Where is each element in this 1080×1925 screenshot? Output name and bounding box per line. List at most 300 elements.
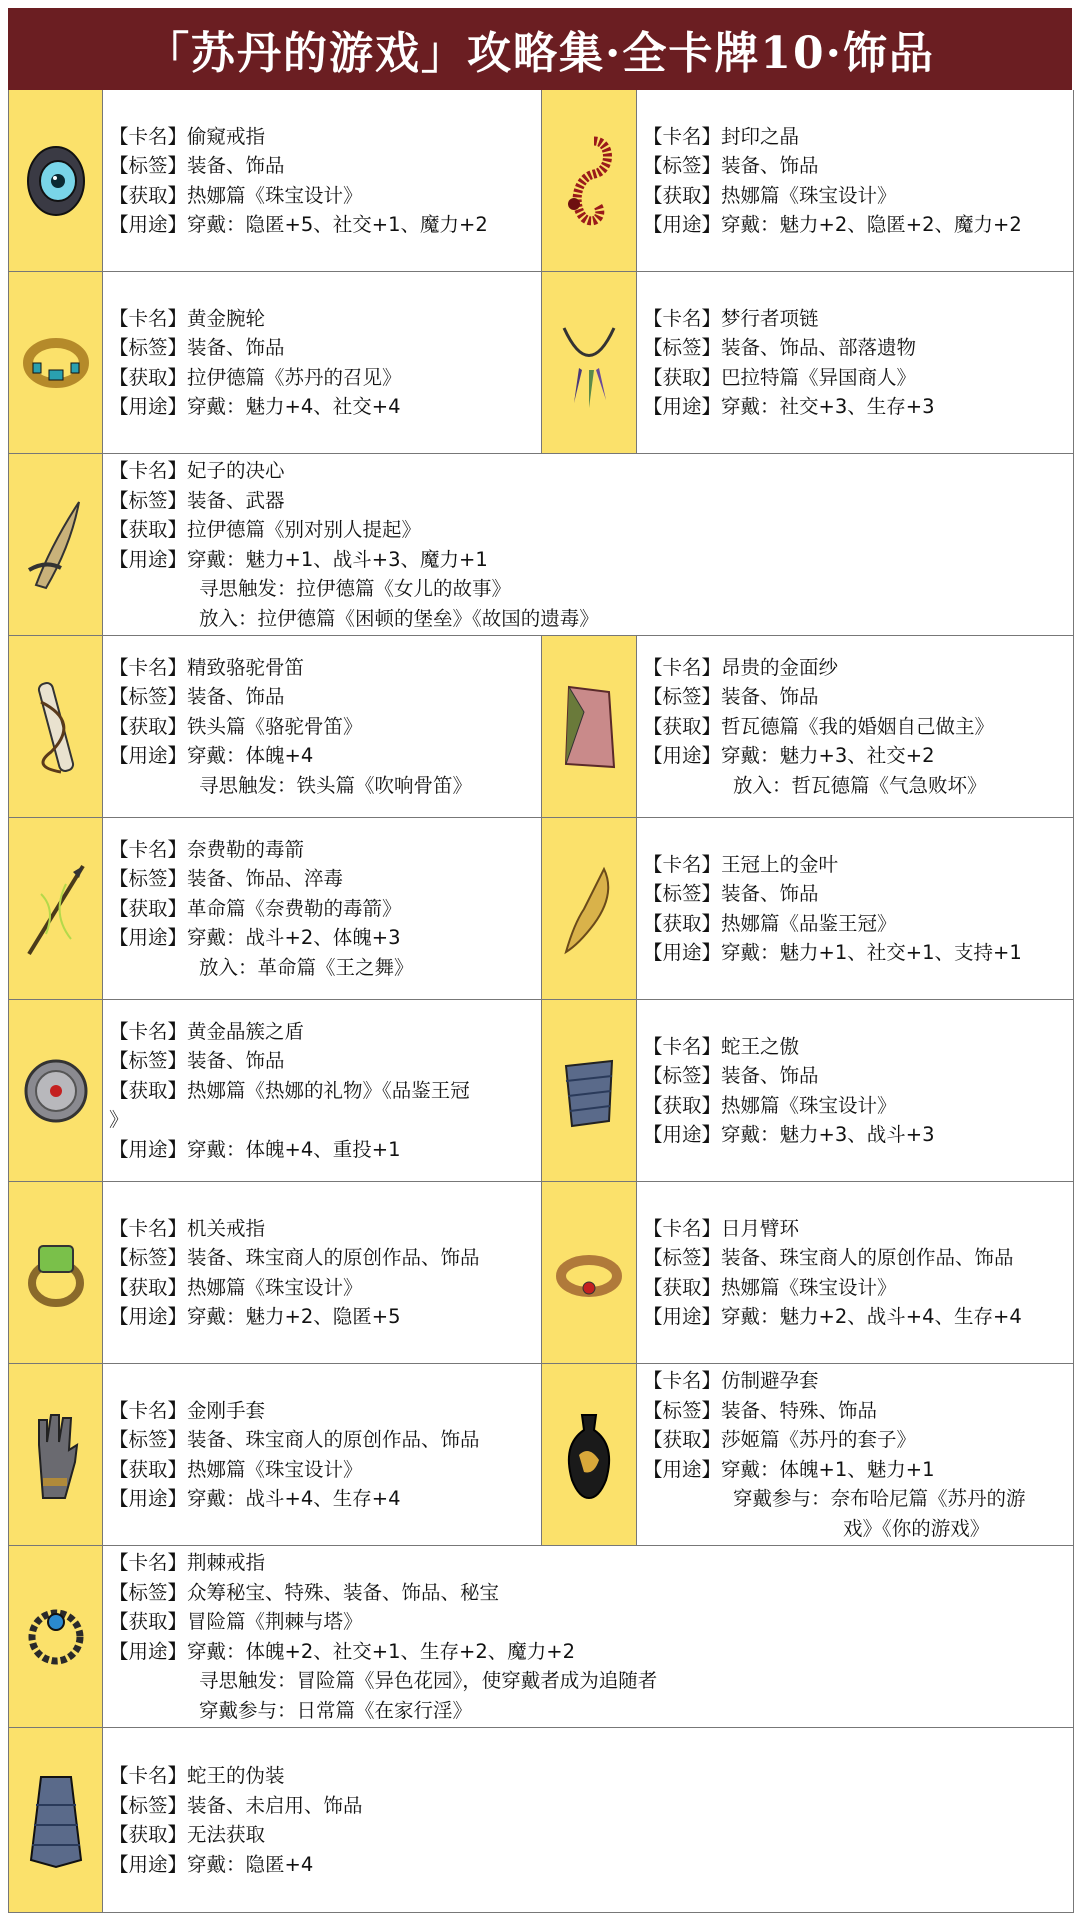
card-tags-line <box>643 1061 1073 1091</box>
green-gem-ring-icon <box>21 1218 91 1328</box>
card-name: 梦行者项链 <box>721 306 819 330</box>
icon-cell <box>9 272 103 453</box>
card-tags-line <box>109 1578 1073 1608</box>
label-name: 【卡名】 <box>109 837 188 861</box>
card-tags-line <box>643 682 1073 712</box>
card-use: 穿戴：魅力+1、社交+1、支持+1 <box>721 941 1022 964</box>
card-name: 王冠上的金叶 <box>721 852 839 876</box>
card-use-line <box>643 938 1073 968</box>
card-tags: 装备、饰品 <box>187 1049 285 1073</box>
card-name-line <box>109 1017 541 1047</box>
card-use-line <box>109 1850 1073 1880</box>
card-cell <box>9 272 541 453</box>
thorn-ring-icon <box>21 1582 91 1692</box>
card-info <box>103 272 541 453</box>
label-tags: 【标签】 <box>109 867 188 891</box>
label-obtain: 【获取】 <box>109 896 188 920</box>
label-name: 【卡名】 <box>109 655 188 679</box>
label-obtain: 【获取】 <box>109 365 188 389</box>
card-name-line <box>109 653 541 683</box>
label-tags: 【标签】 <box>109 1049 188 1073</box>
card-obtain: 革命篇《奈费勒的毒箭》 <box>187 896 402 920</box>
label-use: 【用途】 <box>643 941 722 964</box>
label-use: 【用途】 <box>109 547 188 571</box>
label-tags: 【标签】 <box>643 1064 722 1087</box>
card-tags: 装备、未启用、饰品 <box>187 1793 363 1817</box>
red-bead-loop-icon <box>554 126 624 236</box>
label-name: 【卡名】 <box>643 852 722 876</box>
card-name-line <box>109 1548 1073 1578</box>
card-tags-line <box>109 1791 1073 1821</box>
table-row <box>9 636 1073 818</box>
label-tags: 【标签】 <box>109 154 188 177</box>
label-use: 【用途】 <box>643 395 722 418</box>
veil-icon <box>554 672 624 782</box>
card-obtain: 热娜篇《珠宝设计》 <box>721 1093 897 1117</box>
label-use: 【用途】 <box>109 395 188 418</box>
card-name: 仿制避孕套 <box>721 1369 819 1392</box>
label-tags: 【标签】 <box>109 1580 188 1604</box>
card-cell <box>541 1182 1073 1363</box>
card-info <box>103 1728 1073 1912</box>
card-obtain-line <box>109 712 541 742</box>
card-info <box>637 636 1073 817</box>
card-cell <box>9 1364 541 1545</box>
gold-bracelet-icon <box>21 308 91 418</box>
table-row <box>9 1364 1073 1546</box>
label-obtain: 【获取】 <box>109 1078 188 1102</box>
card-use: 穿戴：体魄+4、重投+1 <box>187 1137 401 1161</box>
card-tags: 装备、饰品 <box>187 685 285 709</box>
card-tags-line <box>643 879 1073 909</box>
card-obtain-line <box>643 712 1073 742</box>
card-tags: 装备、武器 <box>187 488 285 512</box>
card-obtain: 热娜篇《热娜的礼物》《品鉴王冠 <box>187 1078 470 1102</box>
card-name-line <box>643 850 1073 880</box>
label-obtain: 【获取】 <box>643 365 722 389</box>
card-cell <box>541 90 1073 271</box>
label-use: 【用途】 <box>109 1852 188 1876</box>
card-obtain-line <box>109 1273 541 1303</box>
table-row <box>9 1546 1073 1728</box>
card-cell <box>9 818 541 999</box>
card-obtain: 冒险篇《荆棘与塔》 <box>187 1610 363 1633</box>
card-name-line <box>109 456 1073 486</box>
label-tags: 【标签】 <box>109 488 188 512</box>
card-extra: 穿戴参与：日常篇《在家行淫》 <box>199 1698 473 1722</box>
round-shield-icon <box>21 1036 91 1146</box>
dagger-icon <box>21 490 91 600</box>
card-info <box>637 1364 1073 1545</box>
card-extra: 寻思触发：冒险篇《异色花园》，使穿戴者成为追随者 <box>199 1669 658 1692</box>
label-tags: 【标签】 <box>109 1793 188 1817</box>
card-cell <box>9 1000 541 1181</box>
card-name: 奈费勒的毒箭 <box>187 837 305 861</box>
card-name: 黄金腕轮 <box>187 306 266 330</box>
card-extra: 放入：拉伊德篇《困顿的堡垒》《故国的遗毒》 <box>199 606 599 630</box>
label-name: 【卡名】 <box>643 306 722 330</box>
label-name: 【卡名】 <box>109 1551 188 1574</box>
card-use-line <box>643 392 1073 422</box>
gauntlet-icon <box>21 1400 91 1510</box>
card-name-line <box>109 1214 541 1244</box>
card-tags-line <box>109 151 541 181</box>
card-use: 穿戴：体魄+2、社交+1、生存+2、魔力+2 <box>187 1639 575 1663</box>
card-use-line <box>109 1302 541 1332</box>
card-name-line <box>109 122 541 152</box>
card-obtain: 热娜篇《珠宝设计》 <box>721 183 897 207</box>
card-name-line <box>109 1396 541 1426</box>
card-name-line <box>643 1214 1073 1244</box>
card-extra: 寻思触发：铁头篇《吹响骨笛》 <box>199 773 473 797</box>
card-obtain-line <box>643 909 1073 939</box>
card-tags-line <box>109 1243 541 1273</box>
card-info <box>103 454 1073 635</box>
label-obtain: 【获取】 <box>109 1823 188 1846</box>
label-obtain: 【获取】 <box>643 1093 722 1117</box>
card-cell <box>9 90 541 271</box>
card-obtain-line <box>109 1607 1073 1637</box>
card-obtain-line <box>109 363 541 393</box>
card-use: 穿戴：战斗+4、生存+4 <box>187 1487 401 1510</box>
card-use-line <box>643 741 1073 771</box>
label-obtain: 【获取】 <box>643 1428 722 1451</box>
label-tags: 【标签】 <box>643 1246 722 1269</box>
card-extra: 穿戴参与：奈布哈尼篇《苏丹的游 <box>733 1487 1026 1510</box>
card-tags: 众筹秘宝、特殊、装备、饰品、秘宝 <box>187 1580 500 1604</box>
label-obtain: 【获取】 <box>109 1275 188 1299</box>
card-obtain-line <box>643 1273 1073 1303</box>
icon-cell <box>9 90 103 271</box>
icon-cell <box>541 1364 637 1545</box>
card-tags: 装备、饰品 <box>187 154 285 177</box>
card-obtain-line <box>109 515 1073 545</box>
card-info <box>637 90 1073 271</box>
card-extra-line <box>109 1696 1073 1726</box>
card-extra-line <box>643 1514 1073 1544</box>
card-info <box>637 272 1073 453</box>
card-tags: 装备、饰品 <box>721 1064 819 1087</box>
card-use: 穿戴：战斗+2、体魄+3 <box>187 926 401 950</box>
card-info <box>103 1546 1073 1727</box>
label-tags: 【标签】 <box>109 1246 188 1269</box>
card-name: 荆棘戒指 <box>187 1551 266 1574</box>
label-obtain: 【获取】 <box>109 183 188 207</box>
card-use: 穿戴：魅力+1、战斗+3、魔力+1 <box>187 547 488 571</box>
card-obtain: 巴拉特篇《异国商人》 <box>721 365 917 389</box>
icon-cell <box>541 1000 637 1181</box>
label-use: 【用途】 <box>109 744 188 768</box>
card-obtain: 莎姬篇《苏丹的套子》 <box>721 1428 917 1451</box>
card-cell <box>9 1728 1073 1912</box>
icon-cell <box>541 1182 637 1363</box>
card-tags: 装备、珠宝商人的原创作品、饰品 <box>187 1246 480 1269</box>
card-use-line <box>109 545 1073 575</box>
card-info <box>103 1000 541 1181</box>
label-tags: 【标签】 <box>109 1428 188 1451</box>
card-name-line <box>643 304 1073 334</box>
label-obtain: 【获取】 <box>643 1275 722 1299</box>
table-row <box>9 272 1073 454</box>
card-tags: 装备、珠宝商人的原创作品、饰品 <box>187 1428 480 1451</box>
card-cell <box>9 636 541 817</box>
card-obtain-line <box>643 181 1073 211</box>
card-extra: 寻思触发：拉伊德篇《女儿的故事》 <box>199 577 512 600</box>
card-tags-line <box>109 486 1073 516</box>
label-name: 【卡名】 <box>109 306 188 330</box>
card-obtain-cont-line <box>109 1105 541 1135</box>
card-obtain: 拉伊德篇《别对别人提起》 <box>187 518 422 541</box>
icon-cell <box>541 636 637 817</box>
label-use: 【用途】 <box>109 1305 188 1328</box>
label-tags: 【标签】 <box>643 882 722 905</box>
vase-icon <box>554 1400 624 1510</box>
card-use-line <box>109 1135 541 1165</box>
card-tags: 装备、饰品、淬毒 <box>187 867 344 891</box>
card-use-line <box>109 1484 541 1514</box>
card-info <box>103 818 541 999</box>
scale-cloak-icon <box>21 1765 91 1875</box>
card-use-line <box>109 923 541 953</box>
card-extra-line <box>109 1666 1073 1696</box>
card-use-line <box>109 741 541 771</box>
icon-cell <box>9 1000 103 1181</box>
card-tags-line <box>109 682 541 712</box>
card-obtain-line <box>109 1455 541 1485</box>
card-cell <box>541 1364 1073 1545</box>
table-row <box>9 1182 1073 1364</box>
card-tags-line <box>643 1396 1073 1426</box>
icon-cell <box>9 1182 103 1363</box>
feather-necklace-icon <box>554 308 624 418</box>
label-use: 【用途】 <box>109 1487 188 1510</box>
label-tags: 【标签】 <box>109 336 188 359</box>
icon-cell <box>9 1364 103 1545</box>
label-use: 【用途】 <box>109 213 188 236</box>
card-tags-line <box>643 333 1073 363</box>
gold-leaf-icon <box>554 854 624 964</box>
card-name: 封印之晶 <box>721 124 800 148</box>
card-extra-line <box>109 953 541 983</box>
label-name: 【卡名】 <box>109 1764 188 1787</box>
label-name: 【卡名】 <box>643 1216 722 1240</box>
card-name-line <box>643 653 1073 683</box>
card-info <box>637 1182 1073 1363</box>
label-obtain: 【获取】 <box>109 518 188 541</box>
card-use: 穿戴：魅力+4、社交+4 <box>187 395 401 418</box>
table-row <box>9 818 1073 1000</box>
card-name: 妃子的决心 <box>187 459 285 482</box>
card-info <box>103 1364 541 1545</box>
label-obtain: 【获取】 <box>643 714 722 738</box>
label-obtain: 【获取】 <box>643 183 722 207</box>
card-cell <box>541 272 1073 453</box>
card-name-line <box>109 304 541 334</box>
icon-cell <box>9 636 103 817</box>
card-use-line <box>109 1637 1073 1667</box>
card-obtain: 哲瓦德篇《我的婚姻自己做主》 <box>721 714 995 738</box>
label-name: 【卡名】 <box>643 1034 722 1058</box>
card-use: 穿戴：魅力+2、战斗+4、生存+4 <box>721 1305 1022 1328</box>
card-cell <box>541 636 1073 817</box>
table-row <box>9 90 1073 272</box>
card-name-line <box>643 1366 1073 1396</box>
label-use: 【用途】 <box>643 213 722 236</box>
icon-cell <box>9 454 103 635</box>
card-cell <box>541 1000 1073 1181</box>
scale-armor-icon <box>554 1036 624 1146</box>
card-name: 机关戒指 <box>187 1216 266 1240</box>
label-use: 【用途】 <box>643 1457 722 1481</box>
card-use: 穿戴：隐匿+4 <box>187 1852 314 1876</box>
table-row <box>9 1000 1073 1182</box>
card-cell <box>541 818 1073 999</box>
label-use: 【用途】 <box>643 1305 722 1328</box>
card-use-line <box>643 210 1073 240</box>
card-table <box>8 90 1074 1913</box>
armband-icon <box>554 1218 624 1328</box>
card-name: 蛇王的伪装 <box>187 1764 285 1787</box>
card-use-line <box>643 1302 1073 1332</box>
icon-cell <box>541 272 637 453</box>
card-cell <box>9 454 1073 635</box>
eye-ring-icon <box>21 126 91 236</box>
card-tags-line <box>109 864 541 894</box>
card-obtain-line <box>109 1076 541 1106</box>
card-cell <box>9 1182 541 1363</box>
table-row <box>9 1728 1073 1913</box>
card-name: 蛇王之傲 <box>721 1034 800 1058</box>
card-info <box>103 90 541 271</box>
card-name-line <box>643 122 1073 152</box>
card-use: 穿戴：魅力+3、战斗+3 <box>721 1123 935 1146</box>
card-extra-line <box>109 574 1073 604</box>
poison-arrow-icon <box>21 854 91 964</box>
card-tags-line <box>643 1243 1073 1273</box>
card-obtain: 热娜篇《珠宝设计》 <box>187 1457 363 1481</box>
card-extra: 放入：革命篇《王之舞》 <box>199 955 414 979</box>
label-name: 【卡名】 <box>109 459 188 482</box>
card-tags-line <box>109 1046 541 1076</box>
label-use: 【用途】 <box>109 926 188 950</box>
card-use: 穿戴：魅力+2、隐匿+5 <box>187 1305 401 1328</box>
card-name: 黄金晶簇之盾 <box>187 1019 305 1043</box>
card-use: 穿戴：社交+3、生存+3 <box>721 395 935 418</box>
card-extra-line <box>109 604 1073 634</box>
label-obtain: 【获取】 <box>109 1610 188 1633</box>
card-obtain-line <box>109 894 541 924</box>
label-tags: 【标签】 <box>643 685 722 709</box>
label-tags: 【标签】 <box>643 154 722 177</box>
card-obtain: 热娜篇《品鉴王冠》 <box>721 911 897 935</box>
label-tags: 【标签】 <box>643 1398 722 1422</box>
card-info <box>637 1000 1073 1181</box>
card-tags-line <box>109 1425 541 1455</box>
label-name: 【卡名】 <box>109 1019 188 1043</box>
label-use: 【用途】 <box>109 1639 188 1663</box>
card-obtain: 拉伊德篇《苏丹的召见》 <box>187 365 402 389</box>
icon-cell <box>9 1728 103 1912</box>
card-obtain: 铁头篇《骆驼骨笛》 <box>187 714 363 738</box>
label-obtain: 【获取】 <box>643 911 722 935</box>
card-tags: 装备、饰品、部落遗物 <box>721 336 917 359</box>
card-obtain-cont: 》 <box>109 1108 129 1132</box>
card-info <box>103 636 541 817</box>
card-name: 偷窥戒指 <box>187 124 266 148</box>
icon-cell <box>9 818 103 999</box>
bone-flute-icon <box>21 672 91 782</box>
card-name-line <box>109 1761 1073 1791</box>
card-obtain-line <box>109 1820 1073 1850</box>
card-obtain-line <box>643 1425 1073 1455</box>
label-name: 【卡名】 <box>643 655 722 679</box>
card-tags: 装备、特殊、饰品 <box>721 1398 878 1422</box>
label-name: 【卡名】 <box>643 1369 722 1392</box>
card-info <box>637 818 1073 999</box>
card-tags: 装备、饰品 <box>721 154 819 177</box>
card-tags-line <box>109 333 541 363</box>
card-extra-line <box>643 771 1073 801</box>
card-name-line <box>109 835 541 865</box>
card-extra: 戏》《你的游戏》 <box>843 1516 990 1540</box>
label-name: 【卡名】 <box>109 1216 188 1240</box>
card-obtain-line <box>643 1091 1073 1121</box>
label-use: 【用途】 <box>643 1123 722 1146</box>
label-name: 【卡名】 <box>643 124 722 148</box>
card-cell <box>9 1546 1073 1727</box>
card-use: 穿戴：隐匿+5、社交+1、魔力+2 <box>187 213 488 236</box>
page-title: 「苏丹的游戏」攻略集·全卡牌10·饰品 <box>8 8 1072 90</box>
card-extra: 放入：哲瓦德篇《气急败坏》 <box>733 773 987 797</box>
card-name-line <box>643 1032 1073 1062</box>
card-obtain: 热娜篇《珠宝设计》 <box>721 1275 897 1299</box>
label-name: 【卡名】 <box>109 124 188 148</box>
label-name: 【卡名】 <box>109 1398 188 1422</box>
icon-cell <box>541 90 637 271</box>
label-obtain: 【获取】 <box>109 1457 188 1481</box>
card-tags: 装备、饰品 <box>721 882 819 905</box>
card-tags: 装备、饰品 <box>187 336 285 359</box>
card-use-line <box>643 1120 1073 1150</box>
icon-cell <box>541 818 637 999</box>
label-tags: 【标签】 <box>109 685 188 709</box>
label-use: 【用途】 <box>109 1137 188 1161</box>
card-extra-line <box>109 771 541 801</box>
label-use: 【用途】 <box>643 744 722 768</box>
card-use-line <box>643 1455 1073 1485</box>
card-name: 日月臂环 <box>721 1216 800 1240</box>
card-use-line <box>109 210 541 240</box>
card-info <box>103 1182 541 1363</box>
card-tags-line <box>643 151 1073 181</box>
card-use-line <box>109 392 541 422</box>
label-tags: 【标签】 <box>643 336 722 359</box>
card-name: 昂贵的金面纱 <box>721 655 839 679</box>
card-use: 穿戴：体魄+4 <box>187 744 314 768</box>
card-tags: 装备、饰品 <box>721 685 819 709</box>
card-name: 金刚手套 <box>187 1398 266 1422</box>
card-name: 精致骆驼骨笛 <box>187 655 305 679</box>
card-obtain-line <box>643 363 1073 393</box>
table-row <box>9 454 1073 636</box>
card-obtain: 热娜篇《珠宝设计》 <box>187 1275 363 1299</box>
card-tags: 装备、珠宝商人的原创作品、饰品 <box>721 1246 1014 1269</box>
card-obtain: 无法获取 <box>187 1823 266 1846</box>
label-obtain: 【获取】 <box>109 714 188 738</box>
card-use: 穿戴：魅力+2、隐匿+2、魔力+2 <box>721 213 1022 236</box>
card-obtain-line <box>109 181 541 211</box>
card-use: 穿戴：体魄+1、魅力+1 <box>721 1457 935 1481</box>
